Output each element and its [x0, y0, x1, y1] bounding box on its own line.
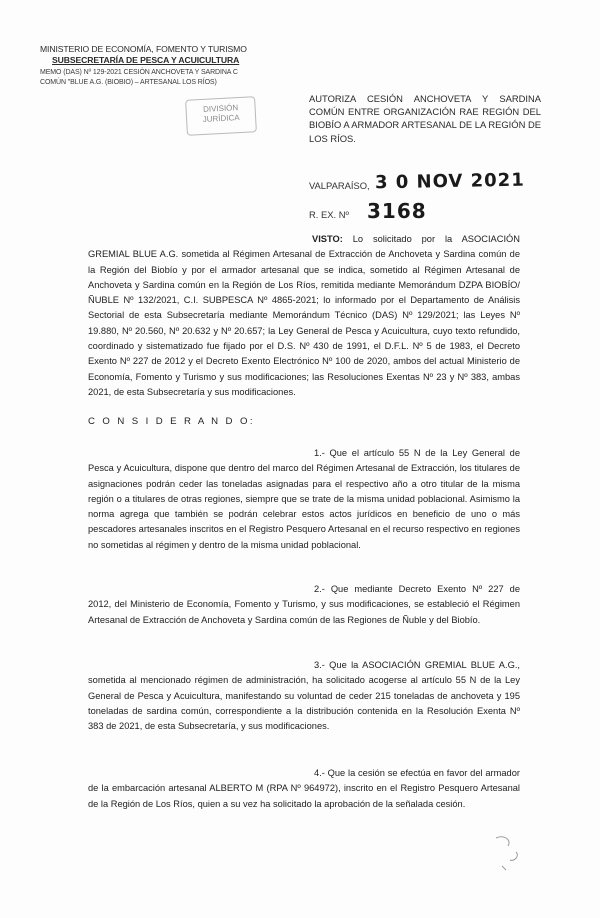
memo-reference-line-2: COMÚN "BLUE A.G. (BIOBIO) – ARTESANAL LOS RÍOS): [40, 78, 217, 86]
stamped-date: 3 0 NOV 2021: [374, 169, 525, 194]
considerando-3: [88, 658, 520, 734]
letterhead: [40, 44, 270, 87]
considerando-heading: C O N S I D E R A N D O:: [88, 416, 255, 427]
considerando-4: [88, 766, 520, 812]
considerando-2-text: 2.- Que mediante Decreto Exento Nº 227 de 2012, del Ministerio de Economía, Fomento y Turismo, y sus modificaciones, se estableció el Régimen Artesanal de Extracción de Anchoveta y Sardina común de las Regiones de Ñuble y del Biobío.: [88, 584, 520, 625]
considerando-1: [88, 446, 520, 553]
initials-mark: [486, 826, 536, 876]
considerando-4-text: 4.- Que la cesión se efectúa en favor del armador de la embarcación artesanal ALBERTO M (RPA Nº 964972), inscrito en el Registro Pesquero Artesanal de la Región de Los Ríos, quien a su vez ha solicitado la aprobación de la señalada cesión.: [88, 768, 520, 809]
considerando-2: [88, 582, 520, 628]
considerando-1-text: 1.- Que el artículo 55 N de la Ley General de Pesca y Acuicultura, dispone que dentro del marco del Régimen Artesanal de Extracción, los titulares de asignaciones podrán ceder las toneladas asignadas para el respectivo año a otro titular de la misma región o a titulares de otras regiones, siempre que se trate de la misma unidad poblacional. Asimismo la norma agrega que también se podrán celebrar estos actos jurídicos en beneficio de uno o más pescadores artesanales inscritos en el Registro Pesquero Artesanal en el recurso respectivo en regiones no sometidas al régimen y dentro de la misma unidad poblacional.: [88, 448, 520, 550]
visto-paragraph: [88, 232, 520, 400]
memo-reference-line-1: MEMO (DAS) Nº 129-2021 CESIÓN ANCHOVETA Y SARDINA C: [40, 69, 238, 76]
stamp-line-1: DIVISIÓN: [202, 103, 239, 114]
subsecretaria-name: SUBSECRETARÍA DE PESCA Y ACUICULTURA: [52, 55, 240, 65]
city-label: VALPARAÍSO,: [309, 180, 370, 191]
division-juridica-stamp: [185, 96, 257, 136]
resolution-label: R. EX. Nº: [309, 209, 349, 220]
stamp-line-2: JURÍDICA: [202, 113, 240, 124]
considerando-3-text: 3.- Que la ASOCIACIÓN GREMIAL BLUE A.G., sometida al mencionado régimen de administración, ha solicitado acogerse al artículo 55 N de la Ley General de Pesca y Acuicultura, manifestando su voluntad de ceder 215 toneladas de anchoveta y 195 toneladas de sardina común, correspondiente a la distribución contenida en la Resolución Exenta Nº 383 de 2021, de esta Subsecretaría, y sus modificaciones.: [88, 660, 520, 732]
ministry-name: MINISTERIO DE ECONOMÍA, FOMENTO Y TURISMO: [40, 44, 247, 54]
visto-text: Lo solicitado por la ASOCIACIÓN GREMIAL BLUE A.G. sometida al Régimen Artesanal de Extracción de Anchoveta y Sardina común de la Región del Biobío y por el armador artesanal que se indica, sometido al Régimen Artesanal de Anchoveta y Sardina común en la Región de Los Ríos, remitida mediante Memorándum DZPA BIOBÍO/ÑUBLE Nº 132/2021, C.I. SUBPESCA Nº 4865-2021; lo informado por el Departamento de Análisis Sectorial de esta Subsecretaría mediante Memorándum Técnico (DAS) Nº 129/2021; las Leyes Nº 19.880, Nº 20.560, Nº 20.632 y Nº 20.657; la Ley General de Pesca y Acuicultura, cuyo texto refundido, coordinado y sistematizado fue fijado por el D.S. Nº 430 de 1991, el D.F.L. Nº 5 de 1983, el Decreto Exento Nº 227 de 2012 y el Decreto Exento Electrónico Nº 100 de 2020, ambos del actual Ministerio de Economía, Fomento y Turismo y sus modificaciones; las Resoluciones Exentas Nº 23 y Nº 383, ambas 2021, de esta Subsecretaría y sus modificaciones.: [88, 234, 520, 397]
resolution-subject: AUTORIZA CESIÓN ANCHOVETA Y SARDINA COMÚN ENTRE ORGANIZACIÓN RAE REGIÓN DEL BIOBÍO A ARMADOR ARTESANAL DE LA REGIÓN DE LOS RÍOS.: [309, 93, 541, 144]
initials-scribble-icon: [486, 826, 536, 876]
visto-label: VISTO:: [312, 234, 343, 244]
resolution-number-line: [309, 199, 509, 225]
dateline: [309, 169, 549, 196]
resolution-number: 3168: [367, 199, 427, 223]
